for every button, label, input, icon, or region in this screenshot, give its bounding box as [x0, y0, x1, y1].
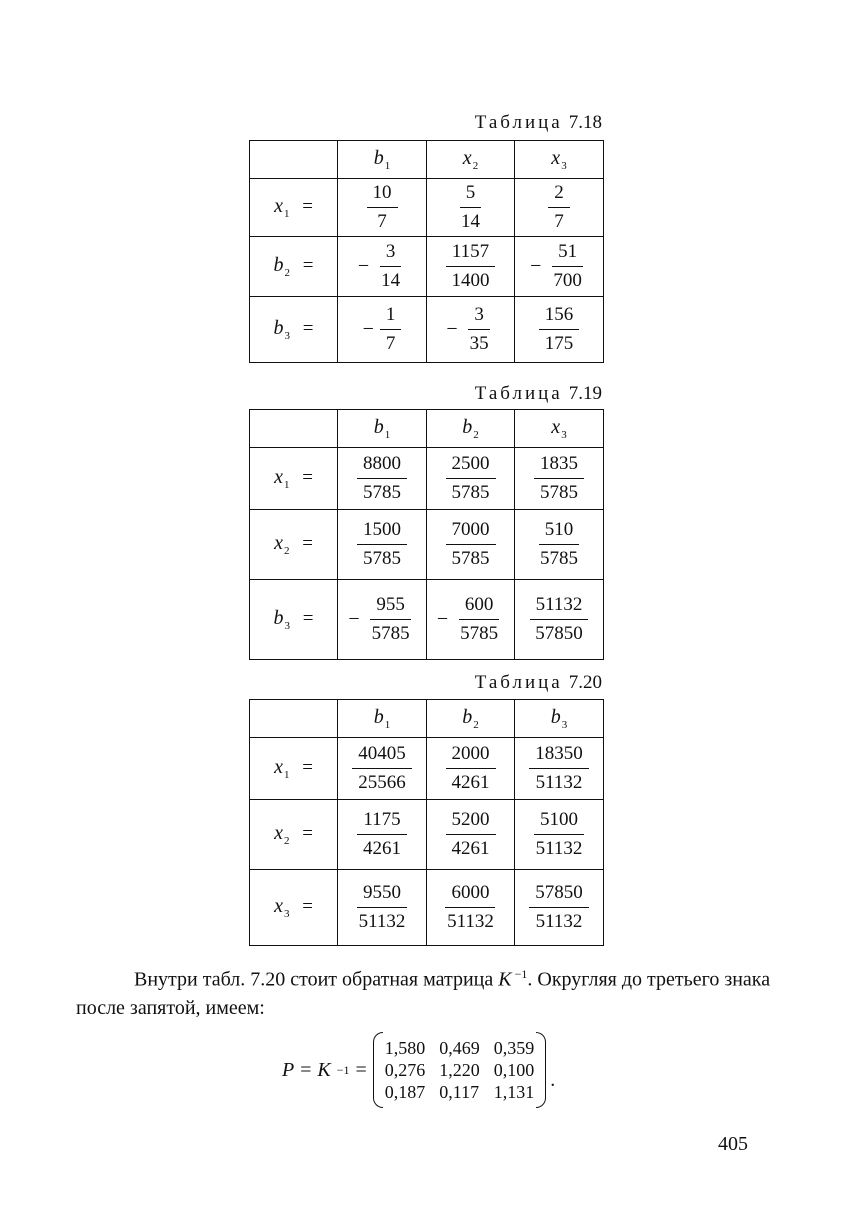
denominator: 35	[469, 332, 489, 354]
column-header	[427, 141, 515, 179]
period: .	[550, 1069, 556, 1091]
fraction	[529, 594, 589, 646]
denominator: 4261	[363, 837, 401, 859]
paragraph-text: Внутри табл. 7.20 стоит обратная матрица	[134, 968, 499, 991]
minus-sign: −	[348, 608, 360, 630]
numerator: 51132	[530, 594, 589, 620]
denominator: 51132	[535, 837, 583, 859]
row-variable: x	[274, 466, 283, 488]
fraction	[464, 304, 495, 356]
fraction-cell	[427, 580, 515, 660]
fraction-cell	[515, 800, 604, 870]
row-variable: b	[273, 607, 284, 629]
denominator: 14	[381, 269, 401, 291]
denominator: 5785	[451, 547, 490, 569]
superscript: −1	[336, 1062, 350, 1077]
column-header	[515, 700, 604, 738]
header-subscript: 3	[561, 429, 567, 441]
row-subscript: 2	[283, 545, 290, 557]
fraction-cell	[338, 510, 427, 580]
table-7-19	[249, 409, 604, 660]
minus-sign: −	[357, 255, 370, 277]
row-label	[250, 580, 338, 660]
denominator: 7	[377, 210, 387, 232]
row-equals: =	[302, 467, 313, 488]
fraction-cell	[427, 237, 515, 297]
caption-word: Таблица	[474, 112, 563, 133]
header-subscript: 1	[384, 160, 391, 172]
header-variable: b	[462, 706, 473, 728]
page-number: 405	[718, 1133, 748, 1155]
row-subscript: 3	[283, 908, 290, 920]
row-label	[250, 179, 338, 237]
fraction-cell	[515, 448, 604, 510]
caption-word: Таблица	[474, 383, 563, 404]
fraction	[375, 241, 406, 293]
denominator: 5785	[451, 481, 490, 503]
row-subscript: 3	[284, 620, 291, 632]
denominator: 1400	[451, 269, 490, 291]
row-label	[250, 510, 338, 580]
column-header	[427, 700, 515, 738]
fraction-cell	[338, 800, 427, 870]
denominator: 5785	[371, 622, 410, 644]
fraction-cell	[515, 870, 604, 946]
fraction	[446, 241, 496, 293]
header-subscript: 2	[473, 429, 479, 441]
row-variable: x	[274, 195, 283, 217]
denominator: 175	[544, 332, 574, 354]
denominator: 14	[461, 210, 480, 232]
matrix-entry: 1,580	[384, 1038, 426, 1058]
numerator: 1175	[357, 809, 406, 835]
fraction-cell	[338, 448, 427, 510]
numerator: 2500	[446, 453, 496, 479]
numerator: 40405	[352, 743, 412, 769]
fraction	[454, 594, 504, 646]
fraction-cell	[427, 448, 515, 510]
row-variable: x	[274, 756, 283, 778]
numerator: 156	[539, 304, 580, 330]
body-paragraph	[76, 960, 782, 1022]
column-header	[338, 410, 427, 448]
table-row	[250, 800, 604, 870]
fraction-cell	[515, 179, 604, 237]
table-caption	[475, 112, 602, 134]
numerator: 1835	[534, 453, 584, 479]
numerator: 3	[468, 304, 490, 330]
numerator: 2000	[446, 743, 496, 769]
numerator: 8800	[357, 453, 407, 479]
denominator: 25566	[358, 771, 406, 793]
numerator: 51	[552, 241, 583, 267]
row-variable: x	[274, 822, 283, 844]
numerator: 6000	[445, 882, 495, 908]
numerator: 600	[459, 594, 500, 620]
matrix-entry: 0,359	[493, 1038, 535, 1058]
denominator: 7	[554, 210, 564, 232]
denominator: 5785	[460, 622, 499, 644]
fraction-cell	[427, 179, 515, 237]
numerator: 1157	[446, 241, 495, 267]
fraction	[534, 453, 584, 505]
column-header	[515, 141, 604, 179]
numerator: 7000	[446, 519, 496, 545]
table-row	[250, 448, 604, 510]
fraction	[353, 882, 412, 934]
table-row	[250, 738, 604, 800]
caption-number: 7.19	[568, 383, 602, 404]
fraction	[357, 809, 407, 861]
fraction	[446, 453, 496, 505]
fraction-cell	[338, 738, 427, 800]
numerator: 5	[460, 182, 482, 208]
denominator: 51132	[535, 771, 583, 793]
header-subscript: 3	[561, 719, 568, 731]
numerator: 5100	[534, 809, 584, 835]
caption-word: Таблица	[474, 672, 563, 693]
row-subscript: 1	[283, 479, 290, 491]
row-variable: b	[273, 317, 284, 339]
caption-number: 7.20	[568, 672, 602, 693]
numerator: 1	[380, 304, 402, 330]
fraction-cell	[427, 738, 515, 800]
fraction	[529, 882, 589, 934]
matrix-entry: 0,117	[439, 1082, 480, 1102]
header-variable: b	[462, 416, 473, 438]
fraction-cell	[515, 738, 604, 800]
table-caption	[475, 672, 602, 694]
denominator: 51132	[358, 910, 406, 932]
matrix-symbol: K	[498, 968, 512, 991]
fraction	[380, 304, 402, 356]
table-corner-cell	[250, 410, 338, 448]
denominator: 7	[385, 332, 396, 354]
fraction	[534, 519, 584, 571]
numerator: 9550	[357, 882, 407, 908]
fraction-cell	[338, 179, 427, 237]
header-variable: x	[462, 147, 472, 169]
denominator: 700	[553, 269, 582, 291]
fraction-cell	[427, 297, 515, 363]
table-corner-cell	[250, 141, 338, 179]
header-variable: b	[373, 706, 384, 728]
row-subscript: 1	[283, 208, 290, 220]
row-equals: =	[302, 823, 313, 844]
fraction	[530, 809, 589, 861]
row-equals: =	[302, 896, 313, 917]
numerator: 57850	[529, 882, 589, 908]
row-equals: =	[302, 318, 314, 339]
header-variable: b	[373, 416, 384, 438]
fraction-cell	[427, 510, 515, 580]
matrix-entry: 0,469	[439, 1038, 480, 1058]
denominator: 5785	[540, 481, 578, 503]
denominator: 4261	[451, 771, 490, 793]
header-variable: x	[551, 147, 561, 169]
matrix	[373, 1038, 547, 1102]
matrix-equation	[282, 1030, 555, 1110]
denominator: 51132	[447, 910, 494, 932]
fraction-cell	[515, 297, 604, 363]
fraction	[357, 519, 407, 571]
table-row	[250, 179, 604, 237]
minus-sign: −	[362, 318, 374, 340]
fraction	[455, 182, 486, 234]
matrix-entry: 0,100	[493, 1060, 535, 1080]
fraction-cell	[338, 297, 427, 363]
numerator: 955	[370, 594, 411, 620]
row-subscript: 2	[283, 835, 290, 847]
fraction	[441, 882, 500, 934]
numerator: 1500	[357, 519, 407, 545]
table-caption	[475, 383, 602, 405]
fraction-cell	[515, 237, 604, 297]
fraction	[357, 453, 407, 505]
numerator: 18350	[529, 743, 589, 769]
numerator: 5200	[446, 809, 496, 835]
row-variable: b	[273, 254, 284, 276]
row-subscript: 3	[284, 330, 291, 342]
row-equals: =	[302, 757, 313, 778]
equals-sign: =	[355, 1058, 367, 1081]
row-equals: =	[302, 196, 313, 217]
fraction	[367, 182, 398, 234]
minus-sign: −	[530, 255, 542, 277]
fraction-cell	[427, 870, 515, 946]
fraction-cell	[338, 870, 427, 946]
row-variable: x	[274, 532, 283, 554]
fraction-cell	[515, 580, 604, 660]
row-variable: x	[274, 895, 283, 917]
header-variable: b	[373, 147, 384, 169]
table-row	[250, 580, 604, 660]
header-variable: b	[550, 706, 561, 728]
superscript: −1	[511, 967, 528, 981]
row-label	[250, 738, 338, 800]
denominator: 5785	[540, 547, 578, 569]
fraction-cell	[338, 237, 427, 297]
row-label	[250, 870, 338, 946]
numerator: 10	[367, 182, 398, 208]
table-corner-cell	[250, 700, 338, 738]
table-row	[250, 870, 604, 946]
fraction	[446, 519, 496, 571]
numerator: 3	[380, 241, 402, 267]
minus-sign: −	[446, 318, 458, 340]
column-header	[515, 410, 604, 448]
matrix-entry: 0,276	[384, 1060, 426, 1080]
table-7-20	[249, 699, 604, 946]
matrix-entry: 1,220	[439, 1060, 480, 1080]
paragraph-text: . Округляя до третьего знака после запятой, имеем:	[76, 968, 771, 1019]
numerator: 510	[539, 519, 580, 545]
denominator: 57850	[535, 622, 583, 644]
numerator: 2	[548, 182, 570, 208]
header-subscript: 1	[384, 429, 391, 441]
row-label	[250, 800, 338, 870]
denominator: 51132	[535, 910, 583, 932]
row-equals: =	[302, 608, 314, 629]
denominator: 4261	[451, 837, 490, 859]
fraction	[529, 743, 589, 795]
table-row	[250, 297, 604, 363]
matrix-entry: 0,187	[384, 1082, 426, 1102]
header-subscript: 2	[472, 160, 479, 172]
fraction	[366, 594, 416, 646]
fraction	[446, 809, 496, 861]
fraction	[352, 743, 412, 795]
fraction	[446, 743, 496, 795]
row-equals: =	[302, 255, 314, 276]
fraction	[548, 182, 570, 234]
matrix-entry: 1,131	[493, 1082, 535, 1102]
header-subscript: 2	[473, 719, 479, 731]
table-row	[250, 237, 604, 297]
column-header	[338, 141, 427, 179]
row-label	[250, 448, 338, 510]
caption-number: 7.18	[568, 112, 602, 133]
fraction	[539, 304, 580, 356]
header-variable: x	[551, 416, 561, 438]
table-7-18	[249, 140, 604, 363]
fraction	[547, 241, 588, 293]
row-label	[250, 297, 338, 363]
equation-lhs: P = K	[282, 1058, 331, 1081]
header-subscript: 3	[561, 160, 567, 172]
header-subscript: 1	[384, 719, 391, 731]
denominator: 5785	[363, 481, 401, 503]
table-row	[250, 510, 604, 580]
row-label	[250, 237, 338, 297]
row-subscript: 2	[284, 267, 291, 279]
column-header	[427, 410, 515, 448]
column-header	[338, 700, 427, 738]
fraction-cell	[515, 510, 604, 580]
fraction-cell	[427, 800, 515, 870]
denominator: 5785	[363, 547, 401, 569]
row-equals: =	[302, 533, 313, 554]
row-subscript: 1	[283, 769, 290, 781]
minus-sign: −	[436, 608, 449, 630]
fraction-cell	[338, 580, 427, 660]
